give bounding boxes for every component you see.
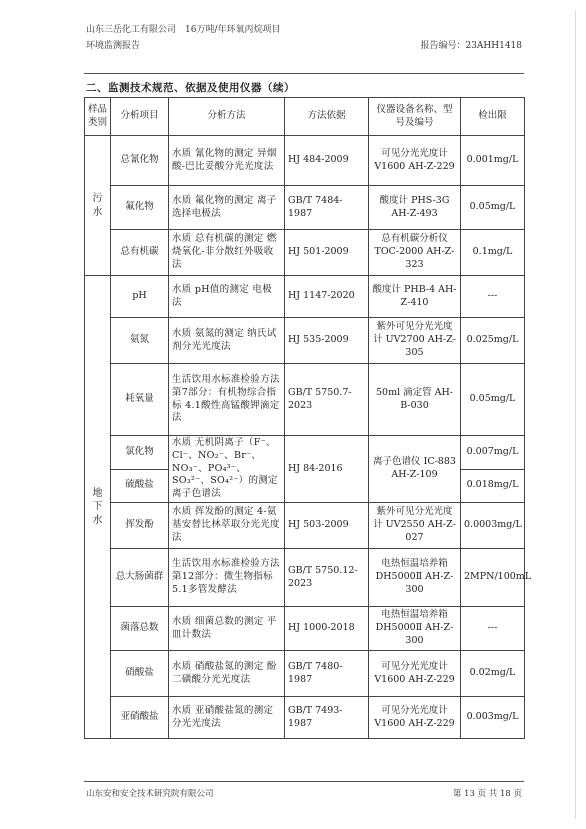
cell-method: 生活饮用水标准检验方法 第12部分：微生物指标 5.1多管发酵法: [169, 549, 285, 607]
footer-rule: [84, 781, 524, 782]
cell-limit: 0.003mg/L: [461, 697, 525, 739]
cell-instrument: 紫外可见分光光度计 UV2550 AH-Z-027: [369, 503, 461, 549]
cell-instrument: 50ml 滴定管 AH-B-030: [369, 364, 461, 436]
cell-instrument: 总有机碳分析仪 TOC-2000 AH-Z-323: [369, 230, 461, 276]
table-row: [85, 436, 525, 470]
cell-limit: 0.001mg/L: [461, 136, 525, 186]
table-row: [85, 136, 525, 186]
page-edge-line: [575, 10, 576, 819]
cell-instrument: 可见分光光度计 V1600 AH-Z-229: [369, 651, 461, 697]
cell-item: 耗氧量: [111, 364, 169, 436]
header-report-no: 报告编号：23AHH1418: [420, 41, 522, 51]
cell-limit: 0.05mg/L: [461, 186, 525, 230]
header-report-type: 环境监测报告: [86, 41, 141, 51]
cell-limit: ---: [461, 276, 525, 318]
cell-method: 水质 无机阴离子（F⁻、Cl⁻、NO₂⁻、Br⁻、NO₃⁻、PO₄³⁻、SO₃²⁻、SO₄²⁻）的测定 离子色谱法: [169, 436, 285, 503]
cell-method: 水质 氟化物的测定 离子选择电极法: [169, 186, 285, 230]
cell-item: 氨氮: [111, 318, 169, 364]
cell-instrument: 离子色谱仪 IC-883 AH-Z-109: [369, 436, 461, 503]
cell-method: 生活饮用水标准检验方法 第7部分：有机物综合指标 4.1酸性高锰酸钾滴定法: [169, 364, 285, 436]
cell-basis: GB/T 7480-1987: [285, 651, 369, 697]
cell-limit: 0.0003mg/L: [461, 503, 525, 549]
cell-method: 水质 细菌总数的测定 平皿计数法: [169, 607, 285, 651]
cell-instrument: 可见分光光度计 V1600 AH-Z-229: [369, 697, 461, 739]
cell-item: 氯化物: [111, 436, 169, 470]
cell-basis: HJ 1000-2018: [285, 607, 369, 651]
header-company-project: 山东三岳化工有限公司 16万吨/年环氧丙烷项目: [86, 25, 281, 35]
table-header-row: [85, 98, 525, 136]
header-rule: [84, 73, 524, 74]
cell-item: 总氰化物: [111, 136, 169, 186]
standards-table: [84, 97, 532, 739]
cell-limit: 0.025mg/L: [461, 318, 525, 364]
cell-method: 水质 氨氮的测定 纳氏试剂分光光度法: [169, 318, 285, 364]
cell-item: 亚硝酸盐: [111, 697, 169, 739]
cell-limit: 0.05mg/L: [461, 364, 525, 436]
table-row: [85, 186, 525, 230]
cell-limit: 0.007mg/L: [461, 436, 525, 470]
cell-instrument: 可见分光光度计 V1600 AH-Z-229: [369, 136, 461, 186]
cell-method: 水质 亚硝酸盐氮的测定 分光光度法: [169, 697, 285, 739]
cell-item: 硫酸盐: [111, 469, 169, 503]
table-row: [85, 651, 525, 697]
table-row: [85, 276, 525, 318]
cell-instrument: 酸度计 PHB-4 AH-Z-410: [369, 276, 461, 318]
table-row: [85, 364, 525, 436]
footer-org: 山东安和安全技术研究院有限公司: [86, 789, 214, 799]
col-header-instrument: 仪器设备名称、型号及编号: [369, 98, 461, 136]
cell-item: 菌落总数: [111, 607, 169, 651]
cell-basis: GB/T 7493-1987: [285, 697, 369, 739]
cell-basis: HJ 535-2009: [285, 318, 369, 364]
table-row: [85, 503, 525, 549]
col-header-sample-type: 样品类别: [85, 98, 111, 136]
cell-item: 氟化物: [111, 186, 169, 230]
cell-limit: 0.02mg/L: [461, 651, 525, 697]
cell-item: 硝酸盐: [111, 651, 169, 697]
cell-method: 水质 总有机碳的测定 燃烧氧化-非分散红外吸收法: [169, 230, 285, 276]
cell-item: 挥发酚: [111, 503, 169, 549]
table-row: [85, 230, 525, 276]
col-header-basis: 方法依据: [285, 98, 369, 136]
cell-item: 总大肠菌群: [111, 549, 169, 607]
cell-basis: GB/T 5750.12-2023: [285, 549, 369, 607]
cell-limit: ---: [461, 607, 525, 651]
cell-instrument: 酸度计 PHS-3G AH-Z-493: [369, 186, 461, 230]
cell-item: 总有机碳: [111, 230, 169, 276]
section-title: 二、监测技术规范、依据及使用仪器（续）: [86, 82, 295, 94]
cell-basis: HJ 503-2009: [285, 503, 369, 549]
cell-limit: 0.1mg/L: [461, 230, 525, 276]
cell-basis: GB/T 5750.7-2023: [285, 364, 369, 436]
cell-basis: HJ 1147-2020: [285, 276, 369, 318]
cell-basis: GB/T 7484-1987: [285, 186, 369, 230]
cell-method: 水质 pH值的测定 电极法: [169, 276, 285, 318]
table-row: [85, 697, 525, 739]
cell-limit: 2MPN/100mL: [461, 549, 525, 607]
table-row: [85, 318, 525, 364]
cell-basis: HJ 501-2009: [285, 230, 369, 276]
cell-method: 水质 氰化物的测定 异烟酸-巴比妥酸分光光度法: [169, 136, 285, 186]
cell-instrument: 紫外可见分光光度计 UV2700 AH-Z-305: [369, 318, 461, 364]
col-header-limit: 检出限: [461, 98, 525, 136]
category-wastewater: 污水: [85, 136, 111, 276]
cell-method: 水质 挥发酚的测定 4-氨基安替比林萃取分光光度法: [169, 503, 285, 549]
cell-limit: 0.018mg/L: [461, 469, 525, 503]
cell-instrument: 电热恒温培养箱 DH5000Ⅱ AH-Z-300: [369, 549, 461, 607]
cell-instrument: 电热恒温培养箱 DH5000Ⅱ AH-Z-300: [369, 607, 461, 651]
cell-method: 水质 硝酸盐氮的测定 酚二磺酸分光光度法: [169, 651, 285, 697]
col-header-item: 分析项目: [111, 98, 169, 136]
footer-page-number: 第 13 页 共 18 页: [452, 789, 522, 799]
cell-item: pH: [111, 276, 169, 318]
cell-basis: HJ 84-2016: [285, 436, 369, 503]
table-row: [85, 607, 525, 651]
category-groundwater: 地下水: [85, 276, 111, 739]
cell-basis: HJ 484-2009: [285, 136, 369, 186]
col-header-method: 分析方法: [169, 98, 285, 136]
table-row: [85, 549, 525, 607]
